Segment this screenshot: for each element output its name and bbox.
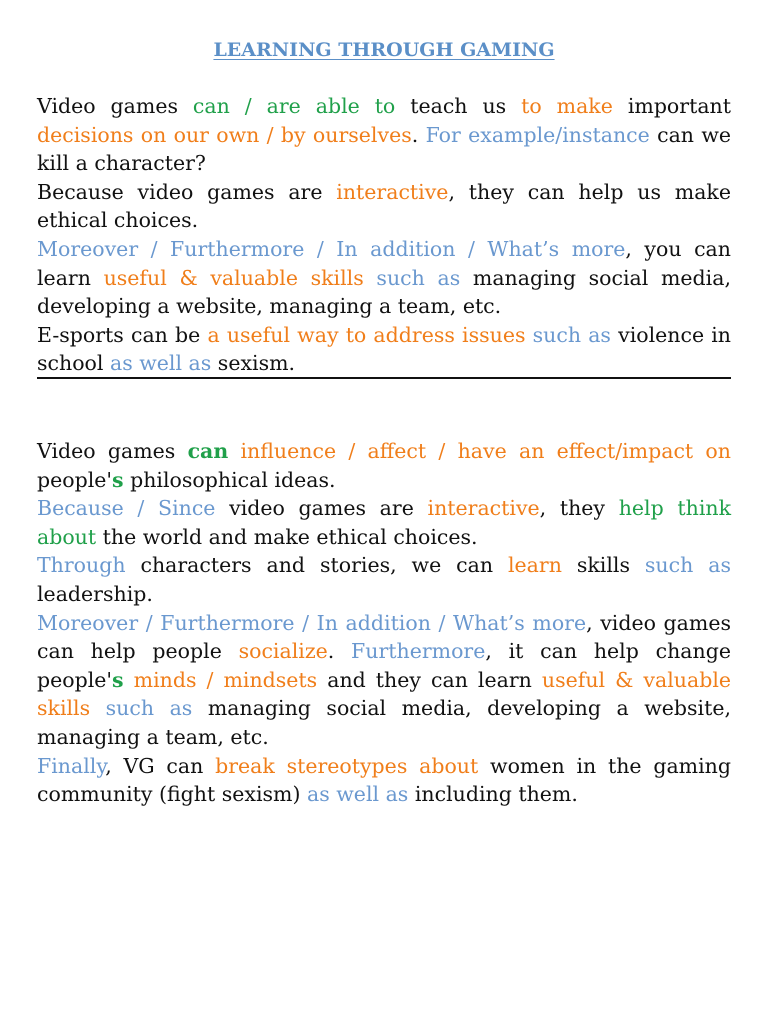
highlighted-phrase: For example/instance xyxy=(425,122,650,147)
highlighted-phrase: such as xyxy=(105,696,193,721)
text-run: , it can help change people' xyxy=(37,639,731,692)
text-run: characters and stories, we can xyxy=(125,553,508,578)
highlighted-phrase: can / are able to xyxy=(192,94,396,118)
highlighted-phrase: such as xyxy=(376,265,461,290)
document-title: LEARNING THROUGH GAMING xyxy=(213,39,555,61)
text-run: the world and make ethical choices. xyxy=(96,524,478,549)
text-run: Video games xyxy=(37,94,193,118)
highlighted-phrase: as well as xyxy=(109,351,212,376)
section-divider xyxy=(37,377,731,379)
text-run: including them. xyxy=(408,782,578,807)
text-line xyxy=(37,92,731,178)
text-run: , video games can help people xyxy=(37,610,731,664)
text-run: , you can learn xyxy=(37,236,731,290)
highlighted-phrase: interactive xyxy=(336,179,449,204)
highlighted-phrase: s xyxy=(112,667,124,692)
text-line xyxy=(37,235,731,321)
text-run xyxy=(90,696,106,720)
highlighted-phrase: break stereotypes about xyxy=(215,753,479,778)
highlighted-phrase: Through xyxy=(37,553,126,578)
highlighted-phrase: Because / Since xyxy=(37,496,216,521)
text-run: , they xyxy=(539,496,619,521)
paragraph-1 xyxy=(37,92,731,378)
highlighted-phrase: help think about xyxy=(37,496,732,549)
text-run: women in the gaming community (fight sexism) xyxy=(37,753,731,807)
text-line xyxy=(37,321,731,378)
text-line xyxy=(37,178,731,235)
text-run: leadership. xyxy=(37,581,153,606)
highlighted-phrase: Moreover / Furthermore / In addition / What’s more xyxy=(37,236,626,261)
text-run: , they can help us make ethical choices. xyxy=(37,179,731,233)
text-line xyxy=(37,752,731,809)
text-line xyxy=(37,551,731,608)
text-run: . xyxy=(411,122,426,147)
highlighted-phrase: influence / affect / have an effect/impact on xyxy=(240,439,731,463)
text-run: can we kill a character? xyxy=(37,122,732,176)
highlighted-phrase: such as xyxy=(532,322,611,347)
highlighted-phrase: a useful way to address issues xyxy=(207,322,526,347)
highlighted-phrase: Finally xyxy=(37,753,106,778)
highlighted-phrase: as well as xyxy=(307,782,409,807)
text-line xyxy=(37,437,731,494)
highlighted-phrase: minds / mindsets xyxy=(133,667,318,692)
highlighted-phrase: to make xyxy=(521,94,613,118)
highlighted-phrase: s xyxy=(112,467,124,492)
highlighted-phrase: useful & valuable skills xyxy=(103,265,364,290)
text-run: important xyxy=(612,94,731,118)
text-run: Because video games are xyxy=(37,179,337,204)
text-line xyxy=(37,609,731,752)
highlighted-phrase: socialize xyxy=(238,639,328,664)
text-run: E-sports can be xyxy=(37,322,208,347)
highlighted-phrase: can xyxy=(187,439,229,463)
text-run: Video games xyxy=(37,439,188,463)
text-run xyxy=(364,266,377,290)
text-run xyxy=(124,668,134,692)
text-run: managing social media, developing a website, managing a team, etc. xyxy=(37,696,731,749)
text-run: sexism. xyxy=(211,351,296,376)
text-run: managing social media, developing a website, managing a team, etc. xyxy=(37,265,731,319)
text-run: . xyxy=(327,639,352,664)
text-run: violence in school xyxy=(37,322,732,376)
paragraph-2 xyxy=(37,437,731,809)
highlighted-phrase: decisions on our own / by ourselves xyxy=(37,122,412,147)
text-run: , VG can xyxy=(105,753,216,778)
highlighted-phrase: Moreover / Furthermore / In addition / What’s more xyxy=(37,610,587,635)
text-run: skills xyxy=(561,553,645,578)
text-run: teach us xyxy=(395,94,522,118)
highlighted-phrase: interactive xyxy=(427,496,540,521)
text-line xyxy=(37,494,731,551)
text-run xyxy=(525,323,532,347)
highlighted-phrase: useful & valuable skills xyxy=(37,667,732,721)
text-run: and they can learn xyxy=(317,667,542,692)
highlighted-phrase: such as xyxy=(644,553,731,578)
text-run xyxy=(228,439,240,463)
text-run: video games are xyxy=(215,496,428,521)
highlighted-phrase: learn xyxy=(507,553,562,578)
text-run: people' xyxy=(37,467,113,492)
highlighted-phrase: Furthermore xyxy=(351,639,486,664)
text-run: philosophical ideas. xyxy=(123,467,336,492)
